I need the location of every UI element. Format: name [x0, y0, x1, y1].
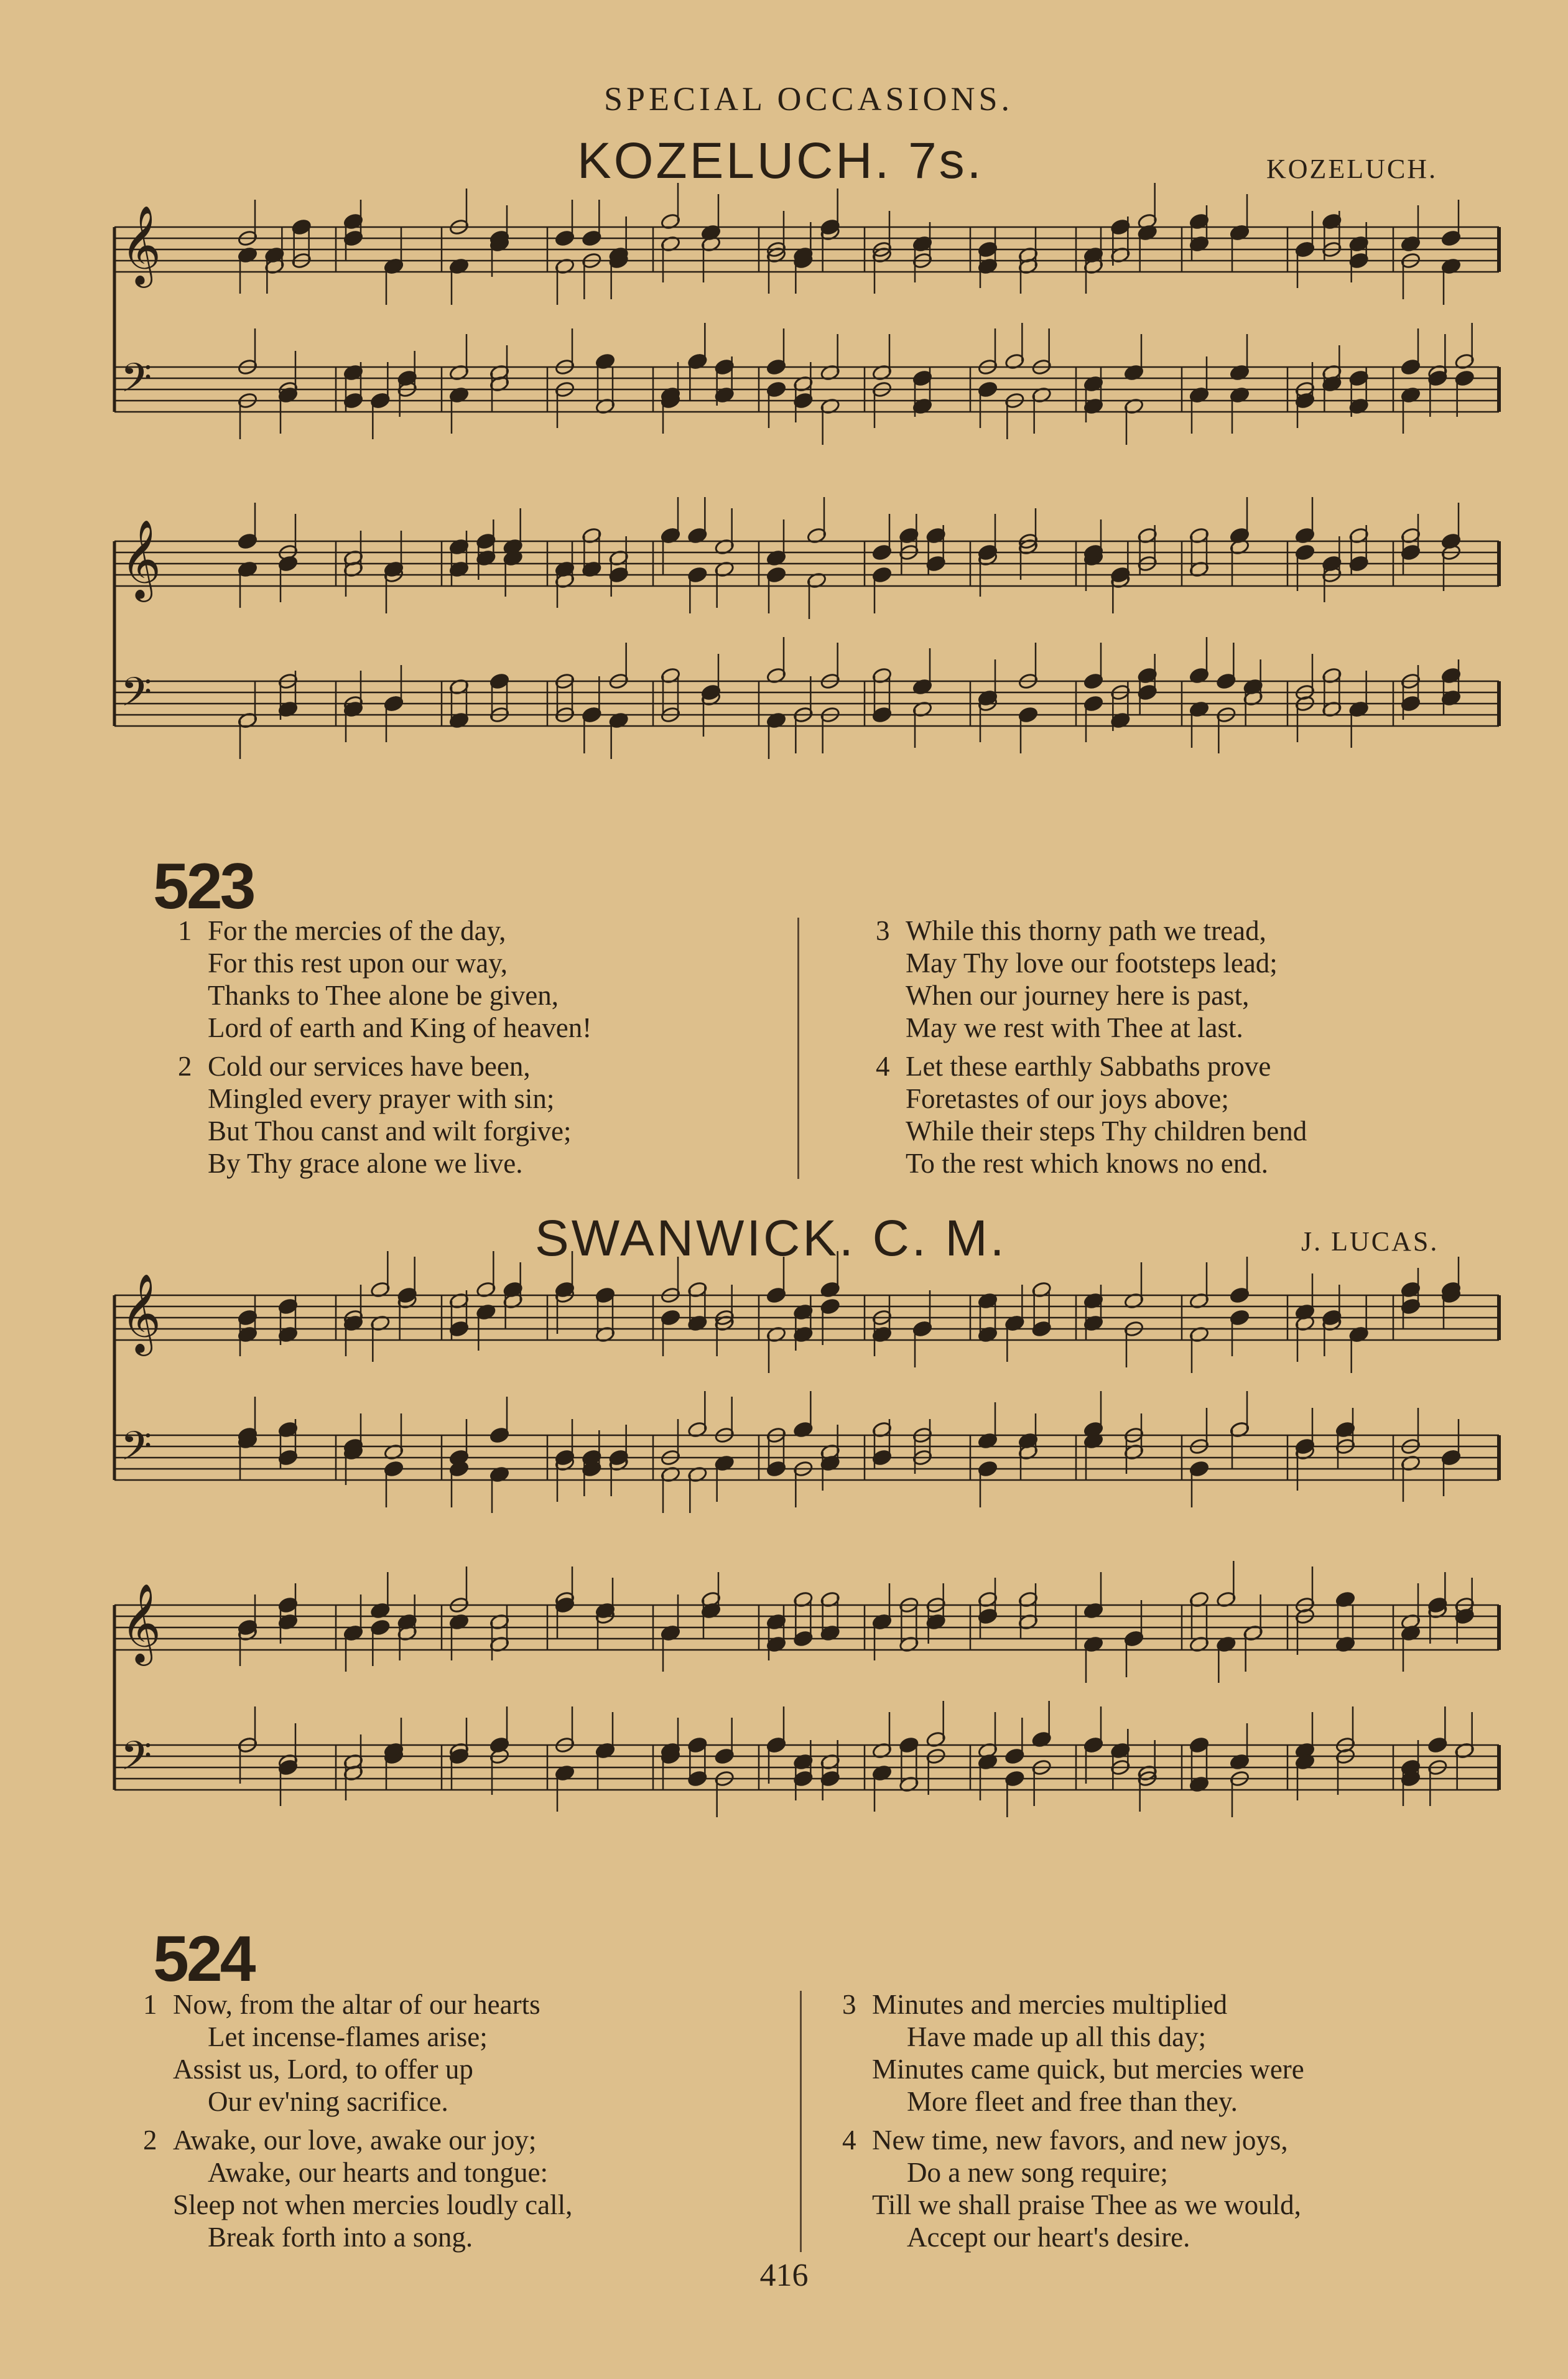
- stanza-number: 1: [178, 915, 192, 946]
- composer-kozeluch: KOZELUCH.: [1266, 154, 1438, 184]
- stanza-524-4: [842, 2124, 1301, 2253]
- stanza-523-3: [876, 915, 1278, 1044]
- lyric-line: Let incense-flames arise;: [208, 2021, 488, 2052]
- lyric-line: Have made up all this day;: [907, 2021, 1207, 2052]
- stanza-number: 4: [876, 1051, 890, 1082]
- stanza-number: 4: [842, 2125, 856, 2156]
- lyric-line: More fleet and free than they.: [907, 2086, 1238, 2117]
- lyric-line: Minutes and mercies multiplied: [872, 1989, 1228, 2020]
- lyric-line: Now, from the altar of our hearts: [173, 1989, 540, 2020]
- lyric-line: Break forth into a song.: [208, 2222, 473, 2253]
- lyric-line: Accept our heart's desire.: [907, 2222, 1190, 2253]
- column-rule: [797, 918, 799, 1179]
- lyric-line: Awake, our love, awake our joy;: [173, 2125, 537, 2156]
- stanza-number: 2: [178, 1051, 192, 1082]
- stanza-524-1: [143, 1988, 540, 2118]
- music-system-kozeluch-1: [112, 205, 1505, 476]
- lyric-line: By Thy grace alone we live.: [208, 1148, 523, 1179]
- svg-text:𝄢: 𝄢: [121, 1423, 152, 1479]
- lyric-line: Assist us, Lord, to offer up: [173, 2054, 473, 2085]
- lyric-line: Let these earthly Sabbaths prove: [906, 1051, 1271, 1082]
- stanza-number: 3: [842, 1989, 856, 2020]
- lyric-line: Our ev'ning sacrifice.: [208, 2086, 448, 2117]
- stanza-523-1: [178, 915, 591, 1044]
- lyric-line: Foretastes of our joys above;: [906, 1083, 1229, 1114]
- lyric-line: While this thorny path we tread,: [906, 915, 1266, 946]
- music-system-swanwick-2: [112, 1583, 1505, 1854]
- hymn-number-524: 524: [153, 1923, 254, 1995]
- lyric-line: Cold our services have been,: [208, 1051, 531, 1082]
- tune-title-kozeluch: KOZELUCH. 7s.: [577, 133, 984, 189]
- column-rule: [800, 1991, 802, 2252]
- hymn-number-523: 523: [153, 850, 254, 923]
- lyric-line: May we rest with Thee at last.: [906, 1012, 1243, 1043]
- lyric-line: Do a new song require;: [907, 2157, 1168, 2188]
- page-number: 416: [759, 2258, 809, 2293]
- running-head: SPECIAL OCCASIONS.: [603, 80, 1014, 118]
- music-system-kozeluch-2: [112, 519, 1505, 790]
- stanza-number: 1: [143, 1989, 157, 2020]
- stanza-524-2: [143, 2124, 572, 2253]
- lyric-line: To the rest which knows no end.: [906, 1148, 1269, 1179]
- lyric-line: But Thou canst and wilt forgive;: [208, 1115, 572, 1147]
- lyric-line: For this rest upon our way,: [208, 947, 508, 979]
- lyric-line: Thanks to Thee alone be given,: [208, 980, 559, 1011]
- svg-text:𝄞: 𝄞: [121, 205, 162, 284]
- lyric-line: For the mercies of the day,: [208, 915, 506, 946]
- stanza-524-3: [842, 1988, 1304, 2118]
- svg-text:𝄞: 𝄞: [121, 1273, 162, 1352]
- tune-title-swanwick: SWANWICK. C. M.: [535, 1210, 1007, 1267]
- svg-text:𝄢: 𝄢: [121, 669, 152, 725]
- lyric-line: While their steps Thy children bend: [906, 1115, 1307, 1147]
- lyric-line: Lord of earth and King of heaven!: [208, 1012, 592, 1043]
- lyric-line: Minutes came quick, but mercies were: [872, 2054, 1304, 2085]
- svg-text:𝄢: 𝄢: [121, 355, 152, 411]
- music-system-swanwick-1: [112, 1273, 1505, 1544]
- lyric-line: Mingled every prayer with sin;: [208, 1083, 555, 1114]
- svg-text:𝄢: 𝄢: [121, 1733, 152, 1789]
- lyric-line: Sleep not when mercies loudly call,: [173, 2189, 573, 2220]
- lyric-line: Awake, our hearts and tongue:: [208, 2157, 548, 2188]
- lyric-line: May Thy love our footsteps lead;: [906, 947, 1278, 979]
- svg-text:𝄞: 𝄞: [121, 1583, 162, 1662]
- stanza-number: 2: [143, 2125, 157, 2156]
- stanza-523-2: [178, 1050, 572, 1180]
- lyric-line: Till we shall praise Thee as we would,: [872, 2189, 1301, 2220]
- lyric-line: When our journey here is past,: [906, 980, 1250, 1011]
- composer-swanwick: J. LUCAS.: [1301, 1226, 1439, 1257]
- stanza-523-4: [876, 1050, 1307, 1180]
- lyric-line: New time, new favors, and new joys,: [872, 2125, 1288, 2156]
- stanza-number: 3: [876, 915, 890, 946]
- svg-text:𝄞: 𝄞: [121, 519, 162, 598]
